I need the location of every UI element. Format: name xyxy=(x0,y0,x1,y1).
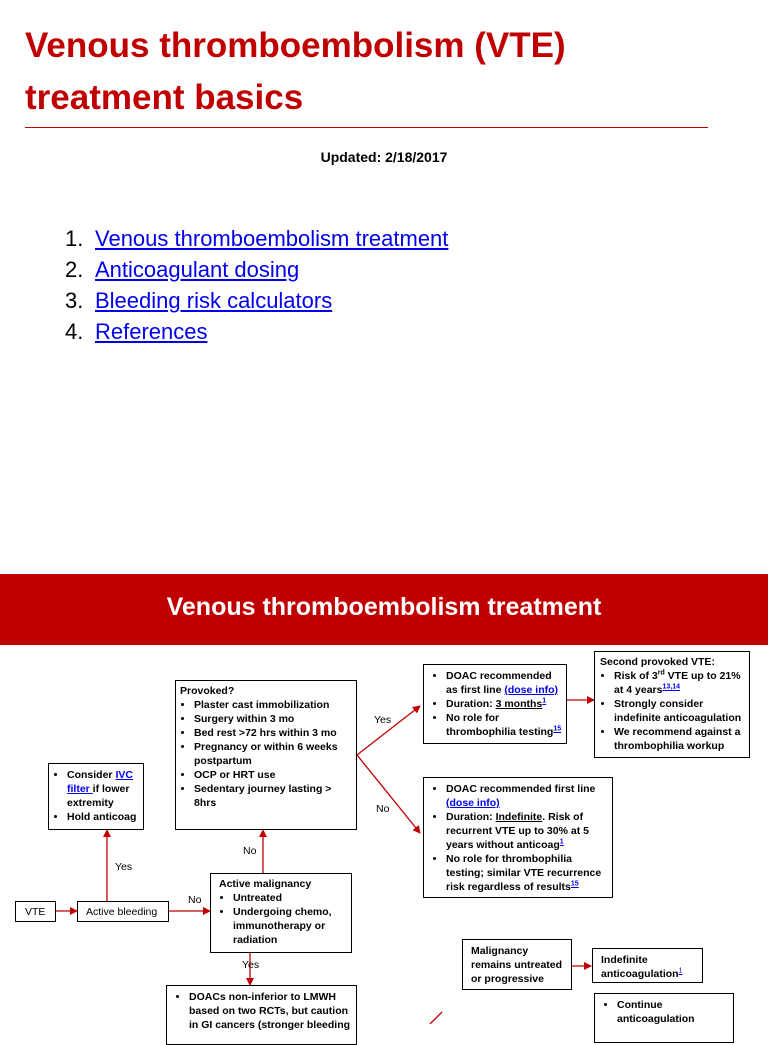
toc-number: 1. xyxy=(65,226,84,251)
label-no-bleeding: No xyxy=(188,894,202,906)
page-title: Venous thromboembolism (VTE) treatment basics xyxy=(25,26,566,117)
arrow-to-continue xyxy=(430,1012,442,1024)
provoked-item: • Pregnancy or within 6 weeks postpartum xyxy=(194,740,352,768)
indefinite-anticoag-box xyxy=(592,948,703,983)
label-no-provoked: No xyxy=(376,803,390,815)
second-provoked-box xyxy=(594,651,750,758)
section-title: Venous thromboembolism treatment xyxy=(166,593,602,621)
provoked-item: • Plaster cast immobilization xyxy=(194,698,352,712)
doac-vs-lmwh-item: • DOACs non-inferior to LMWH based on two RCTs, but caution in GI cancers (stronger bleeding xyxy=(189,990,352,1032)
doac-unprovoked-first-line: • DOAC recommended first line (dose info) xyxy=(446,782,608,810)
toc-link-vte-treatment[interactable]: Venous thromboembolism treatment xyxy=(95,226,449,251)
malignancy-heading: Active malignancy xyxy=(219,878,312,890)
doac-unprovoked-duration: • Duration: Indefinite. Risk of recurrent VTE up to 30% at 5 years without anticoag$^1$ xyxy=(446,810,608,852)
provoked-item: • Bed rest >72 hrs within 3 mo xyxy=(194,726,352,740)
doac-provoked-box xyxy=(423,664,567,744)
active-bleeding-node xyxy=(77,901,169,922)
ref-link[interactable]: 15 xyxy=(553,725,562,733)
toc-link-anticoagulant-dosing[interactable]: Anticoagulant dosing xyxy=(95,257,300,282)
doac-provoked-duration: • Duration: 3 months$^1$ xyxy=(446,697,562,711)
hold-anticoag-item: • Hold anticoag xyxy=(67,810,139,824)
provoked-item: • Sedentary journey lasting > 8hrs xyxy=(194,782,352,810)
second-provoked-heading: Second provoked VTE: xyxy=(600,656,715,668)
ref-link[interactable]: 1 xyxy=(678,967,683,975)
vte-label: VTE xyxy=(25,906,46,918)
doac-vs-lmwh-box xyxy=(166,985,357,1045)
toc-link-bleeding-risk[interactable]: Bleeding risk calculators xyxy=(95,288,333,313)
malignancy-item: • Undergoing chemo, immunotherapy or radiation xyxy=(233,905,347,947)
updated-date: Updated: 2/18/2017 xyxy=(320,149,448,165)
toc-number: 2. xyxy=(65,257,84,282)
label-yes-bleeding: Yes xyxy=(115,861,133,873)
doac-unprovoked-box xyxy=(423,777,613,898)
doac-unprovoked-thrombophilia: • No role for thrombophilia testing; similar VTE recurrence risk regardless of results$^{15}$ xyxy=(446,852,608,894)
ivc-item: • Consider IVC filter if lower extremity xyxy=(67,768,139,810)
ref-link[interactable]: 1 xyxy=(542,697,547,705)
ref-link[interactable]: 1 xyxy=(559,838,564,846)
label-yes-malignancy: Yes xyxy=(242,959,260,971)
ref-link[interactable]: 15 xyxy=(570,880,579,888)
vte-node xyxy=(15,901,56,922)
provoked-item: • OCP or HRT use xyxy=(194,768,352,782)
malignancy-untreated-box xyxy=(462,939,572,990)
indefinite-anticoag-label: Indefinite anticoagulation xyxy=(601,954,679,980)
active-bleeding-label: Active bleeding xyxy=(86,906,158,918)
dose-info-link[interactable]: (dose info) xyxy=(504,684,559,696)
continue-anticoag-box xyxy=(594,993,734,1043)
provoked-criteria-box xyxy=(175,680,357,830)
malignancy-item: • Untreated xyxy=(233,891,347,905)
doac-provoked-thrombophilia: • No role for thrombophilia testing$^{15}$ xyxy=(446,711,562,739)
ivc-filter-link[interactable]: IVC filter xyxy=(67,769,133,795)
active-malignancy-box xyxy=(210,873,352,953)
label-no-malignancy: No xyxy=(243,845,257,857)
toc-number: 3. xyxy=(65,288,84,313)
malignancy-untreated-label: Malignancy remains untreated or progressive xyxy=(471,945,563,985)
toc-number: 4. xyxy=(65,319,84,344)
label-yes-provoked: Yes xyxy=(374,714,392,726)
ivc-filter-box xyxy=(48,763,144,830)
ref-link[interactable]: 13,14 xyxy=(662,683,680,691)
second-provoked-risk: • Risk of 3rd VTE up to 21% at 4 years$^{13,14}$ xyxy=(614,669,745,697)
second-provoked-recommend: • We recommend against a thrombophilia workup xyxy=(614,725,745,753)
second-provoked-consider: • Strongly consider indefinite anticoagulation xyxy=(614,697,745,725)
doac-provoked-first-line: • DOAC recommended as first line (dose info) xyxy=(446,669,562,697)
continue-anticoag-item: • Continue anticoagulation xyxy=(617,998,729,1026)
arrow-provoked-no xyxy=(357,755,420,833)
provoked-heading: Provoked? xyxy=(180,685,235,697)
dose-info-link[interactable]: (dose info) xyxy=(446,797,500,809)
provoked-item: • Surgery within 3 mo xyxy=(194,712,352,726)
toc-link-references[interactable]: References xyxy=(95,319,208,344)
